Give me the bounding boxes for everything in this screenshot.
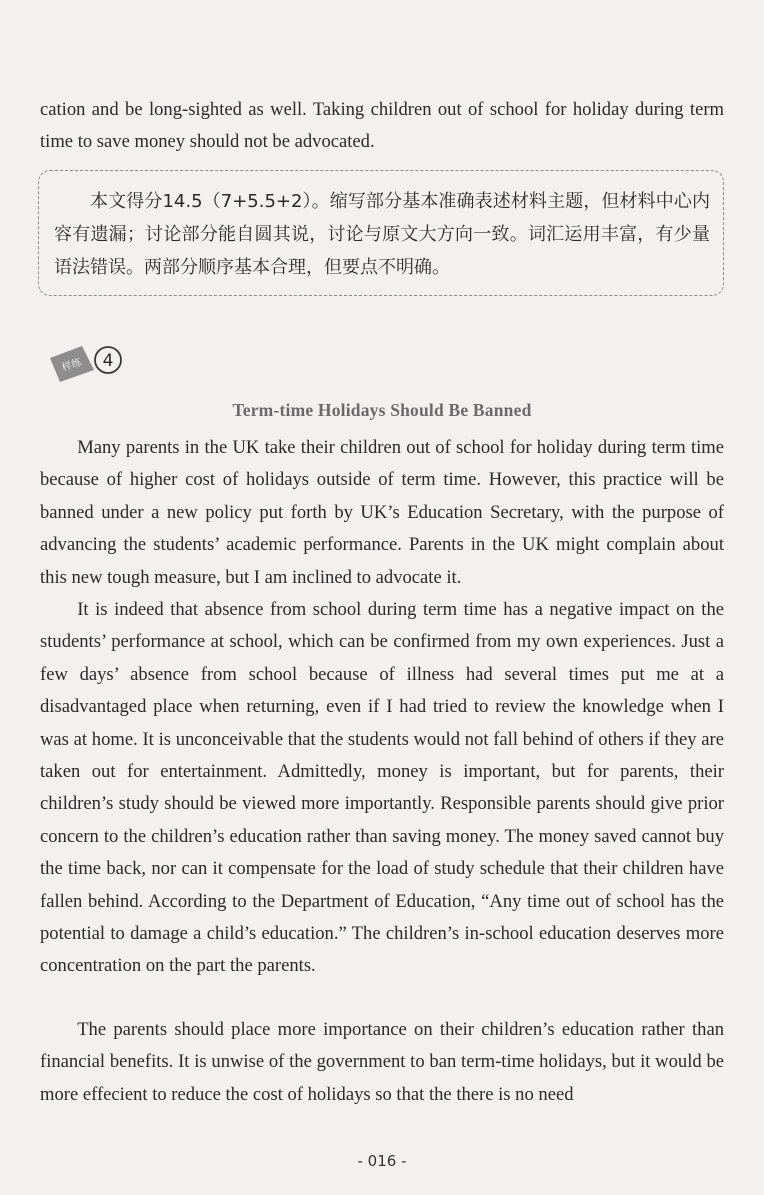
page-number: - 016 -: [357, 1152, 407, 1170]
sample-badge: [48, 342, 128, 388]
essay-title: Term-time Holidays Should Be Banned: [232, 400, 532, 420]
sample-number: 4: [102, 351, 114, 371]
essay-paragraph-3: The parents should place more importance on their children’s education rather than financial benefits. It is unwise of the government to ban term-time holidays, but it would be more effecient to reduce the cost of holidays so that the there is no need: [40, 1019, 724, 1105]
badge-label: 样练: [60, 357, 84, 374]
comment-box: [38, 170, 724, 296]
comment-text: 本文得分14.5（7+5.5+2）。缩写部分基本准确表述材料主题，但材料中心内容有遗漏；讨论部分能自圆其说，讨论与原文大方向一致。词汇运用丰富，有少量语法错误。两部分顺序基本合理，但要点不明确。: [54, 191, 710, 278]
essay-paragraph-2: It is indeed that absence from school during term time has a negative impact on the students’ performance at school, which can be confirmed from my own experiences. Just a few days’ absence from school because of illness had several times put me at a disadvantaged place when returning, even if I had tried to review the knowledge when I was at home. It is unconceivable that the students would not fall behind of others if they are taken out for entertainment. Admittedly, money is important, but for parents, their children’s study should be viewed more importantly. Responsible parents should give prior concern to the children’s education rather than saving money. The money saved cannot buy the time back, nor can it compensate for the load of study schedule that their children have fallen behind. According to the Department of Education, “Any time out of school has the potential to damage a child’s education.” The children’s in-school education deserves more concentration on the part the parents.: [40, 599, 724, 977]
badge-graphic: [48, 342, 128, 388]
essay-paragraph-1: Many parents in the UK take their children out of school for holiday during term time because of higher cost of holidays outside of term time. However, this practice will be banned under a new policy put forth by UK’s Education Secretary, with the purpose of advancing the students’ academic performance. Parents in the UK might complain about this new tough measure, but I am inclined to advocate it.: [40, 437, 724, 588]
top-paragraph: cation and be long-sighted as well. Taking children out of school for holiday during term time to save money should not be advocated.: [40, 99, 724, 153]
